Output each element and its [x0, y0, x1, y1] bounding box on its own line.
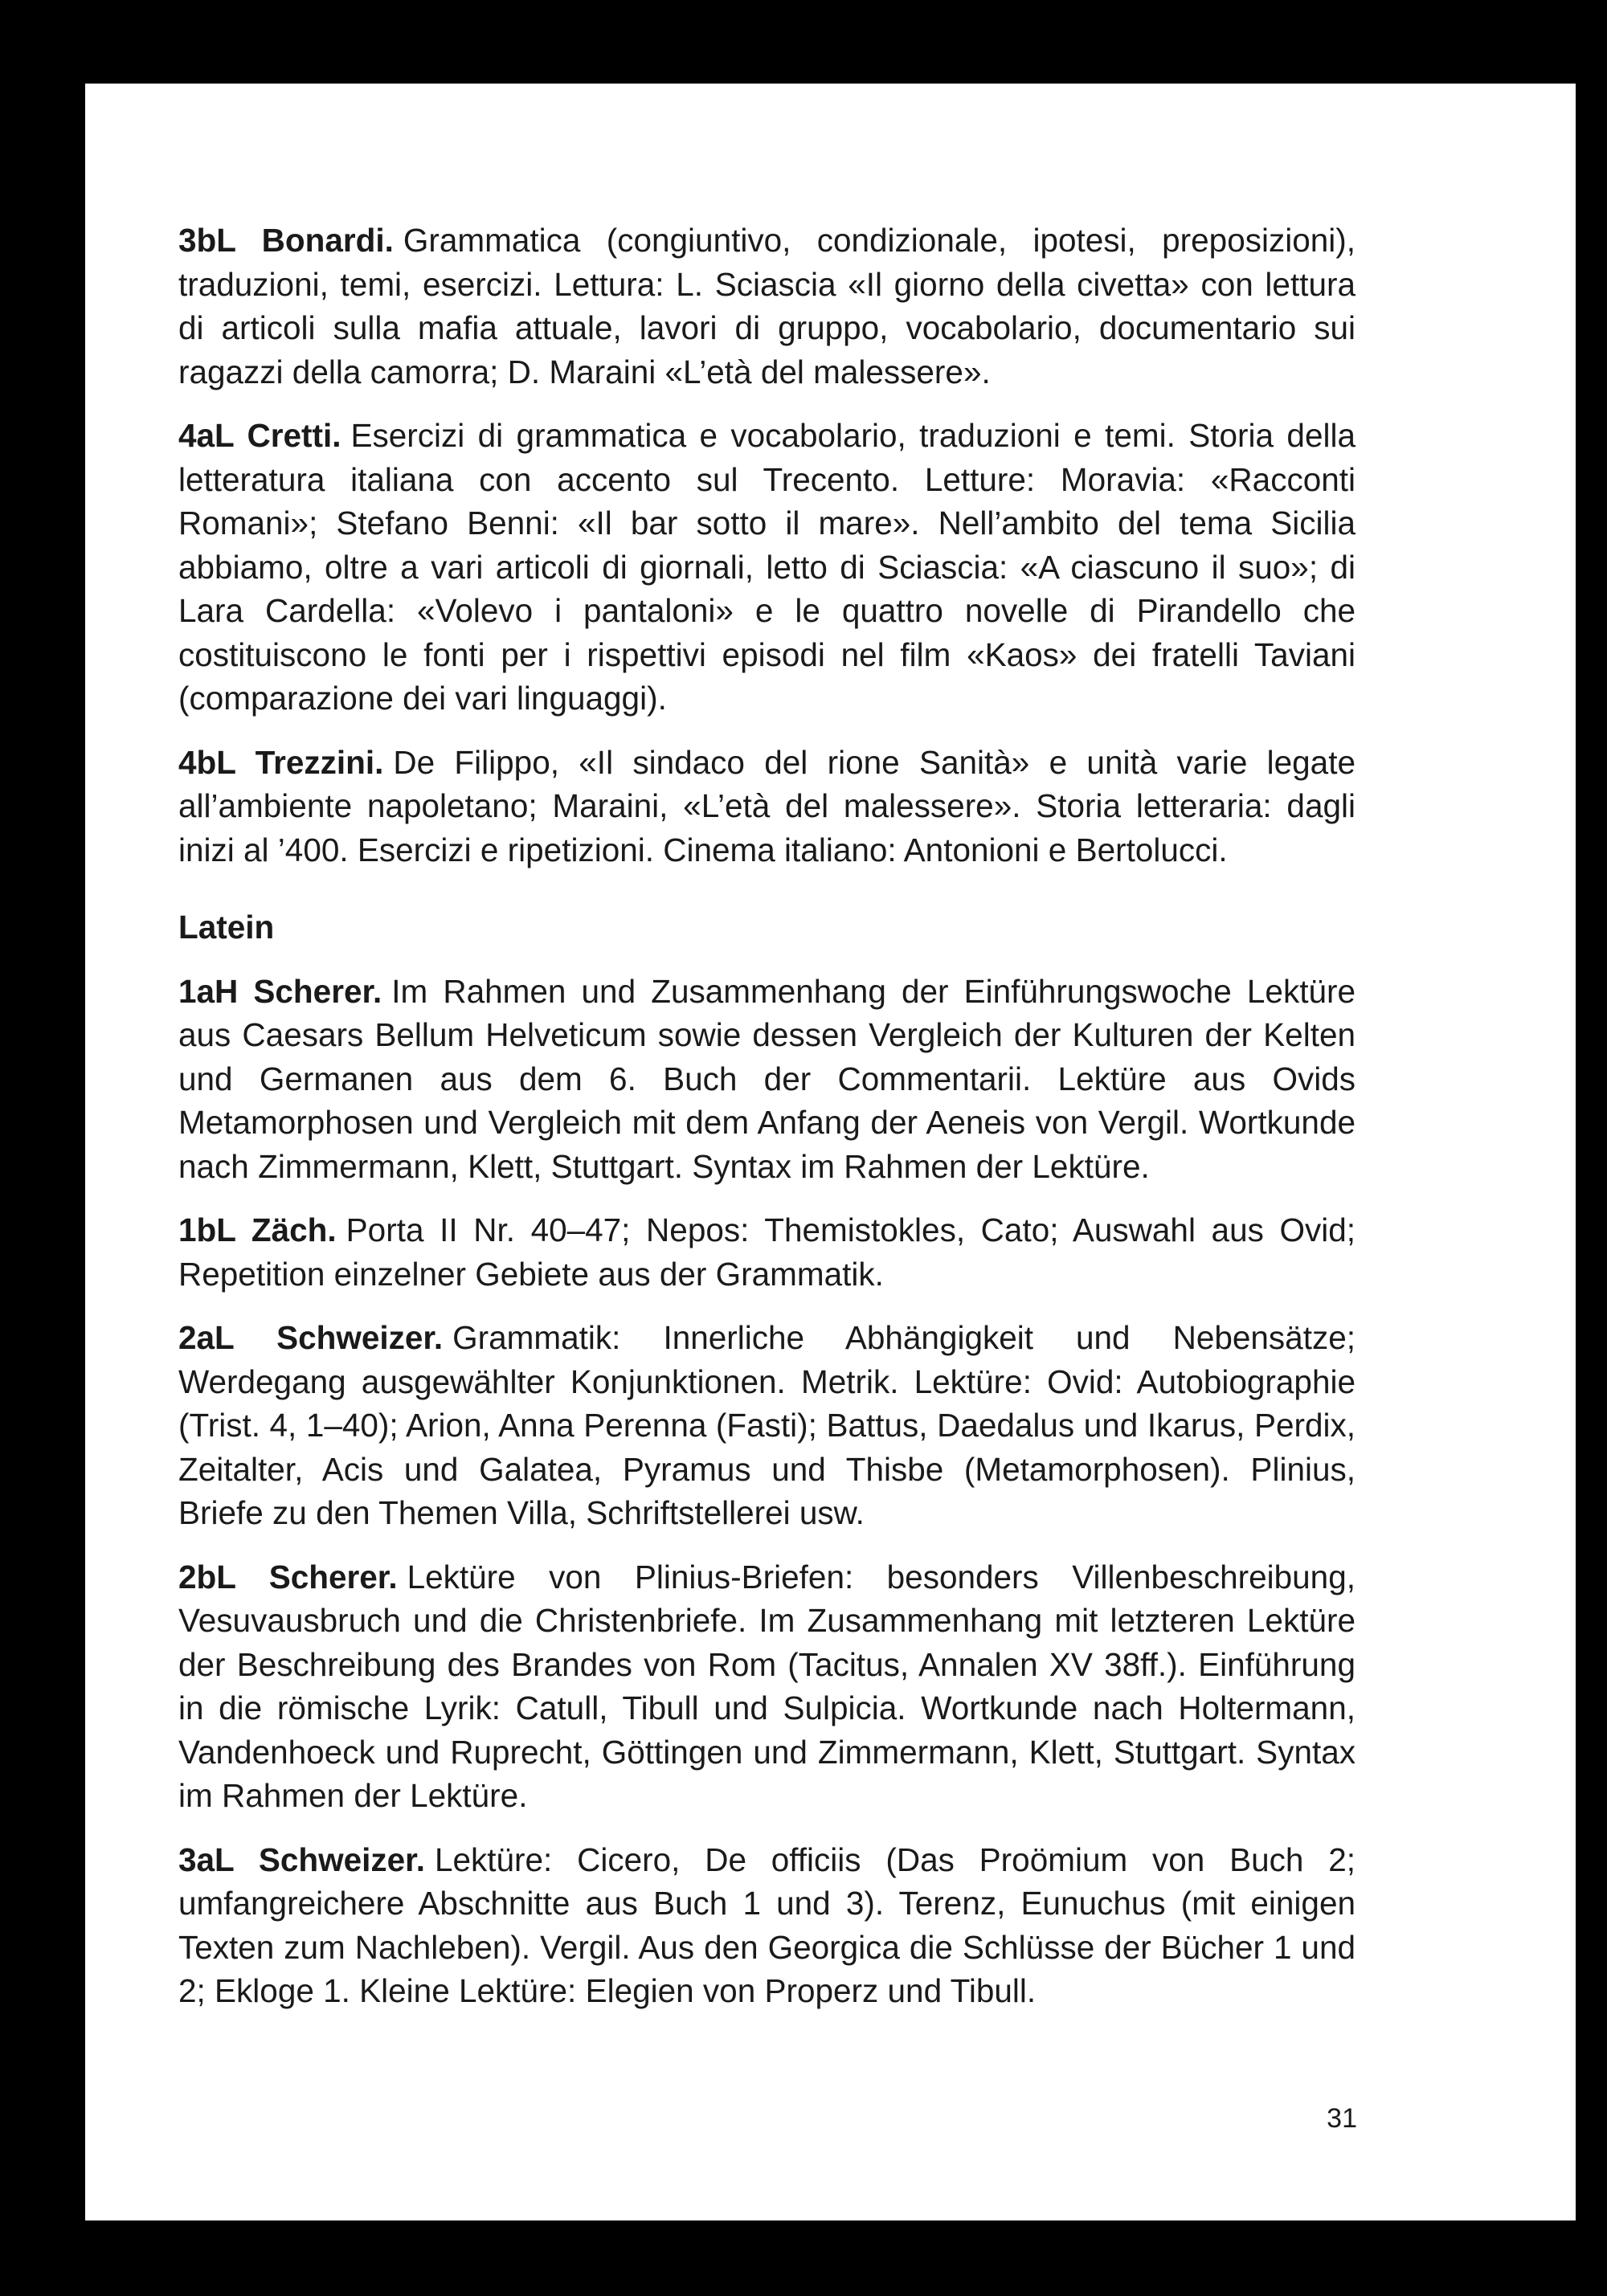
- entry-text: De Filippo, «Il sindaco del rione Sanità» e unità varie legate all’ambiente napoletano; Maraini, «L’età del malessere». Storia letteraria: dagli inizi al ’400. Esercizi e ripetizioni. Cinema italiano: Antonioni e Bertolucci.: [178, 743, 1356, 868]
- entry-heading: 4aL Cretti.: [178, 417, 341, 454]
- entry-text: Grammatica (congiuntivo, condizionale, ipotesi, preposizioni), traduzioni, temi, esercizi. Lettura: L. Sciascia «Il giorno della civetta» con lettura di articoli sulla mafia attuale, lavori di gruppo, vocabolario, documentario sui ragazzi della camorra; D. Maraini «L’età del malessere».: [178, 222, 1356, 390]
- entry-3bl-bonardi: [178, 219, 1356, 394]
- entry-text: Im Rahmen und Zusammenhang der Einführungswoche Lektüre aus Caesars Bellum Helveticum sowie dessen Vergleich der Kulturen der Kelten und Germanen aus dem 6. Buch der Commentarii. Lektüre aus Ovids Metamorphosen und Vergleich mit dem Anfang der Aeneis von Vergil. Wortkunde nach Zimmermann, Klett, Stuttgart. Syntax im Rahmen der Lektüre.: [178, 972, 1356, 1185]
- entry-2bl-scherer: [178, 1555, 1356, 1818]
- document-page: [85, 84, 1576, 2220]
- entry-1ah-scherer: [178, 970, 1356, 1189]
- entry-text: Grammatik: Innerliche Abhängigkeit und Nebensätze; Werdegang ausgewählter Konjunktionen. Metrik. Lektüre: Ovid: Autobiographie (Trist. 4, 1–40); Arion, Anna Perenna (Fasti); Battus, Daedalus und Ikarus, Perdix, Zeitalter, Acis und Galatea, Pyramus und Thisbe (Metamorphosen). Plinius, Briefe zu den Themen Villa, Schriftstellerei usw.: [178, 1319, 1356, 1531]
- page-content: [178, 219, 1356, 2033]
- entry-1bl-zaech: [178, 1208, 1356, 1296]
- entry-text: Porta II Nr. 40–47; Nepos: Themistokles, Cato; Auswahl aus Ovid; Repetition einzelner Gebiete aus der Grammatik.: [178, 1211, 1356, 1293]
- entry-heading: 3bL Bonardi.: [178, 222, 394, 259]
- section-heading-latein: Latein: [178, 909, 275, 946]
- entry-heading: 1bL Zäch.: [178, 1211, 337, 1248]
- entry-heading: 2bL Scherer.: [178, 1558, 398, 1595]
- entry-4al-cretti: [178, 414, 1356, 721]
- entry-heading: 2aL Schweizer.: [178, 1319, 444, 1356]
- entry-4bl-trezzini: [178, 741, 1356, 872]
- entry-3al-schweizer: [178, 1838, 1356, 2013]
- entry-text: Lektüre von Plinius-Briefen: besonders Villenbeschreibung, Vesuvausbruch und die Christenbriefe. Im Zusammenhang mit letzteren Lektüre der Beschreibung des Brandes von Rom (Tacitus, Annalen XV 38ff.). Einführung in die römische Lyrik: Catull, Tibull und Sulpicia. Wortkunde nach Holtermann, Vandenhoeck und Ruprecht, Göttingen und Zimmermann, Klett, Stuttgart. Syntax im Rahmen der Lektüre.: [178, 1558, 1356, 1814]
- entry-text: Lektüre: Cicero, De officiis (Das Proömium von Buch 2; umfangreichere Abschnitte aus Buch 1 und 3). Terenz, Eunuchus (mit einigen Texten zum Nachleben). Vergil. Aus den Georgica die Schlüsse der Bücher 1 und 2; Ekloge 1. Kleine Lektüre: Elegien von Properz und Tibull.: [178, 1840, 1356, 2009]
- page-number: 31: [1327, 2103, 1357, 2134]
- entry-heading: 4bL Trezzini.: [178, 743, 384, 781]
- entry-heading: 3aL Schweizer.: [178, 1840, 425, 1878]
- entry-2al-schweizer: [178, 1316, 1356, 1535]
- entry-text: Esercizi di grammatica e vocabolario, traduzioni e temi. Storia della letteratura italiana con accento sul Trecento. Letture: Moravia: «Racconti Romani»; Stefano Benni: «Il bar sotto il mare». Nell’ambito del tema Sicilia abbiamo, oltre a vari articoli di giornali, letto di Sciascia: «A ciascuno il suo»; di Lara Cardella: «Volevo i pantaloni» e le quattro novelle di Pirandello che costituiscono le fonti per i rispettivi episodi nel film «Kaos» dei fratelli Taviani (comparazione dei vari linguaggi).: [178, 417, 1356, 717]
- entry-heading: 1aH Scherer.: [178, 972, 382, 1010]
